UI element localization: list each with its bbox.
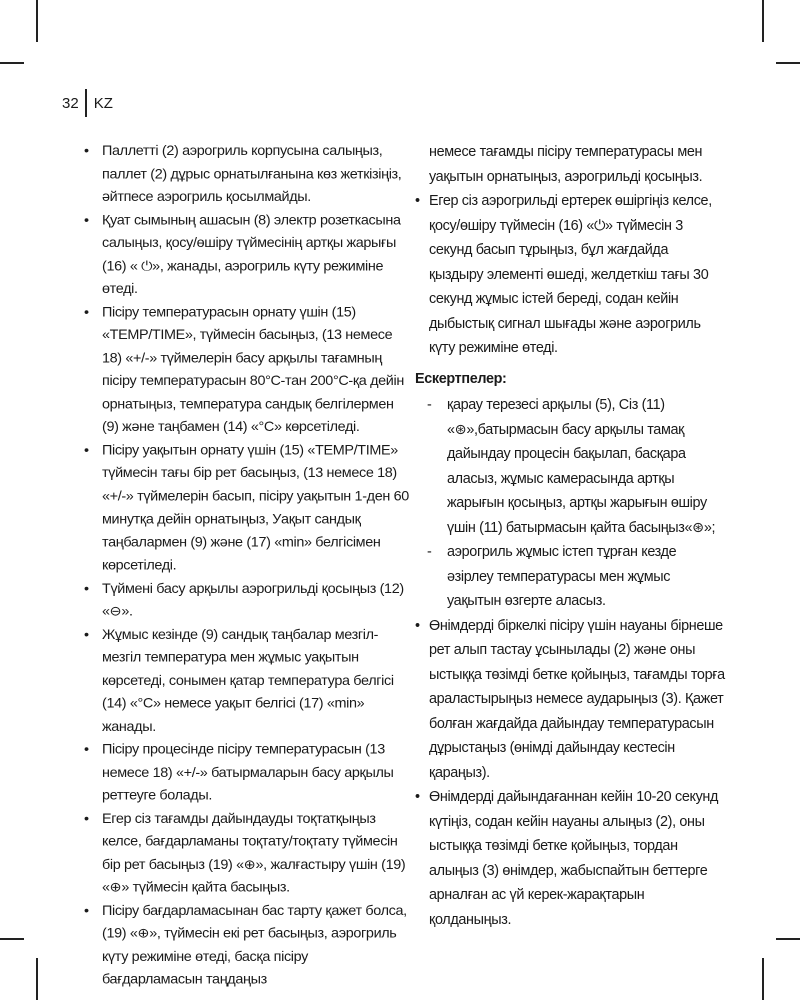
list-item-continuation: немесе тағамды пісіру температурасы мен уақытын орнатыңыз, аэрогрильді қосыңыз. <box>429 144 703 185</box>
list-item: • Жұмыс кезінде (9) сандық таңбалар мезгіл-мезгіл температура мен жұмыс уақытын көрсетеді, сонымен қатар температура белгісі (14) «°C» немесе уақыт белгісі (17) «min» жанады. <box>84 627 394 735</box>
crop-mark <box>36 958 38 1000</box>
header-divider <box>85 89 87 117</box>
crop-mark <box>776 938 800 940</box>
list-item: • Паллетті (2) аэрогриль корпусына салыңыз, паллет (2) дұрыс орнатылғанына көз жеткізіңіз, әйтпесе аэрогриль қосылмайды. <box>84 143 402 205</box>
crop-mark <box>36 0 38 42</box>
note-item: - қарау терезесі арқылы (5), Сіз (11) «⊛»,батырмасын басу арқылы тамақ дайындау процесін бақылап, басқара аласыз, жұмыс камерасында артқы жарығын қосыңыз, артқы жарығын өшіру үшін (11) батырмасын қайта басыңыз«⊛»; <box>427 397 716 536</box>
list-item: • Егер сіз аэрогрильді ертерек өшіргіңіз келсе, қосу/өшіру түймесін (16) «⏻» түймесін 3 секунд басып тұрыңыз, бұл жағдайда қыздыру элементі өшеді, желдеткіш тағы 30 секунд жұмыс істей береді, содан кейін дыбыстық сигнал шығады және аэрогриль күту режиміне өтеді. <box>415 193 712 356</box>
list-item: • Пісіру уақытын орнату үшін (15) «TEMP/TIME» түймесін тағы бір рет басыңыз, (13 немесе 18) «+/-» түймелерін басып, пісіру уақытын 1-ден 60 минутқа дейін орнатыңыз, Уақыт сандық таңбалармен (9) және (17) «min» белгісімен көрсетіледі. <box>84 442 409 574</box>
list-item: • Түймені басу арқылы аэрогрильді қосыңыз (12) «⊖». <box>84 581 404 620</box>
list-item: • Қуат сымының ашасын (8) электр розеткасына салыңыз, қосу/өшіру түймесінің артқы жарығы (16) « ⏻», жанады, аэрогриль күту режиміне өтеді. <box>84 212 401 297</box>
list-item: • Пісіру бағдарламасынан бас тарту қажет болса, (19) «⊕», түймесін екі рет басыңыз, аэрогриль күту режиміне өтеді, басқа пісіру бағдарламасын таңдаңыз <box>84 903 407 988</box>
page-number: 32 <box>62 94 79 112</box>
left-column <box>80 140 410 992</box>
crop-mark <box>776 62 800 64</box>
language-code: KZ <box>93 94 113 112</box>
crop-mark <box>0 62 24 64</box>
list-item: • Өнімдерді біркелкі пісіру үшін науаны бірнеше рет алып тастау ұсынылады (2) және оны ыстыққа төзімді бетке қойыңыз, тағамды торға араластырыңыз немесе аударыңыз (3). Қажет болған жағдайда дайындау температурасын дұрыстаңыз (өнімді дайындау кестесін қараңыз). <box>415 617 725 781</box>
crop-mark <box>762 0 764 42</box>
page-header <box>62 90 113 116</box>
crop-mark <box>762 958 764 1000</box>
note-item: - аэрогриль жұмыс істеп тұрған кезде әзірлеу температурасы мен жұмыс уақытын өзгерте аласыз. <box>427 544 677 609</box>
list-item: • Пісіру температурасын орнату үшін (15) «TEMP/TIME», түймесін басыңыз, (13 немесе 18) «+/-» түймелерін басу арқылы тағамның пісіру температурасын 80°C-тан 200°C-қа дейін орнатыңыз, температура сандық белгілермен (9) және таңбамен (14) «°C» көрсетіледі. <box>84 304 404 435</box>
list-item: • Өнімдерді дайындағаннан кейін 10-20 секунд күтіңіз, содан кейін науаны алыңыз (2), оны ыстыққа төзімді бетке қойыңыз, тордан алыңыз (3) өнімдер, жабыспайтын беттерге арналған ас үй керек-жарақтарын қолданыңыз. <box>415 789 719 928</box>
list-item: • Пісіру процесінде пісіру температурасын (13 немесе 18) «+/-» батырмаларын басу арқылы реттеуге болады. <box>84 742 394 804</box>
notes-heading: Ескертпелер: <box>415 370 507 387</box>
list-item: • Егер сіз тағамды дайындауды тоқтатқыңыз келсе, бағдарламаны тоқтату/тоқтату түймесін бір рет басыңыз (19) «⊕», жалғастыру үшін (19) «⊕» түймесін қайта басыңыз. <box>84 811 406 896</box>
right-column <box>415 140 725 932</box>
crop-mark <box>0 938 24 940</box>
